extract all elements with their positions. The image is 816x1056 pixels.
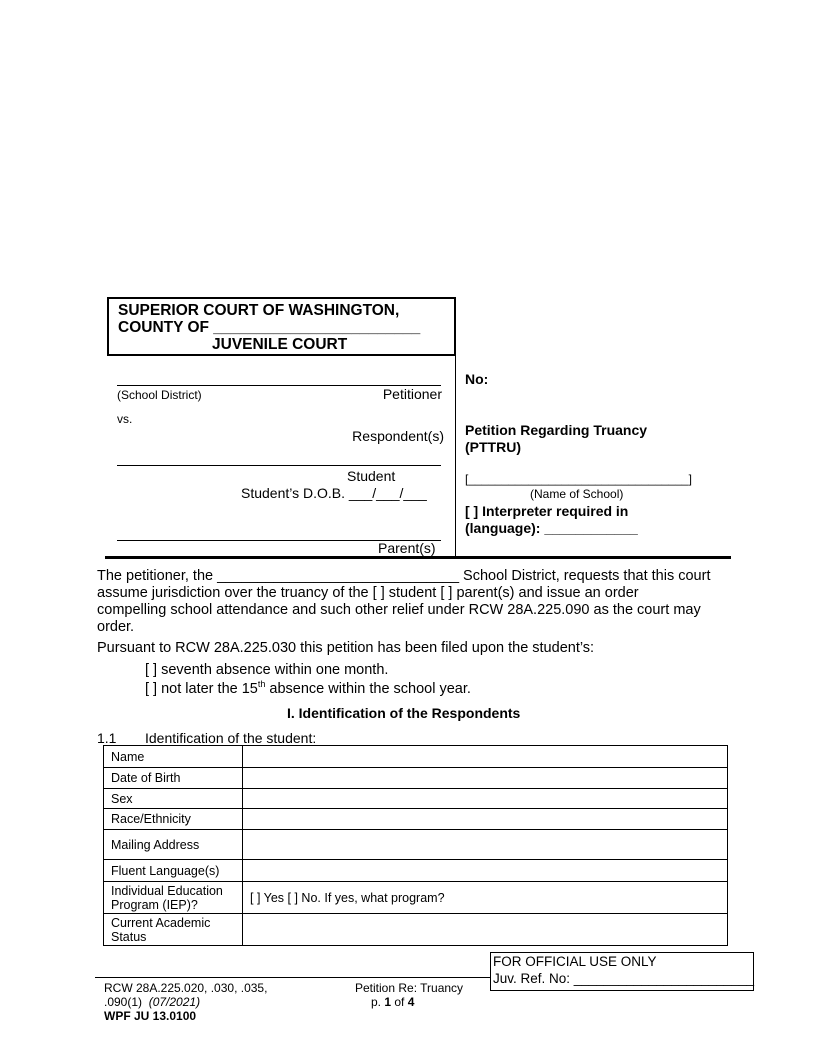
student-label: Student xyxy=(347,468,396,484)
rcw-ref: .090(1) xyxy=(104,995,143,1009)
para2: Pursuant to RCW 28A.225.030 this petition has been filed upon the student’s: xyxy=(97,640,595,656)
school-district-label: (School District) xyxy=(117,388,202,402)
row-label: Name xyxy=(104,746,243,768)
para1-line: compelling school attendance and such other relief under RCW 28A.225.090 as the court may xyxy=(97,602,701,618)
para1-line: order. xyxy=(97,619,135,635)
row-value[interactable] xyxy=(243,860,728,882)
table-row xyxy=(104,914,728,946)
para1-line: The petitioner, the ______________________________ School District, requests that this court xyxy=(97,568,711,584)
current-page: 1 xyxy=(384,995,392,1009)
row-value[interactable] xyxy=(243,768,728,789)
dob-field: Student’s D.O.B. ___/___/___ xyxy=(241,485,427,501)
table-row xyxy=(104,830,728,860)
page-number xyxy=(371,995,414,1009)
footer-title: Petition Re: Truancy xyxy=(355,981,464,995)
item-label: Identification of the student: xyxy=(145,730,317,746)
court-name: SUPERIOR COURT OF WASHINGTON, xyxy=(118,302,400,319)
page-of: of xyxy=(391,995,408,1009)
row-label: Race/Ethnicity xyxy=(104,809,243,830)
option-text: absence within the school year. xyxy=(265,680,471,697)
table-row xyxy=(104,860,728,882)
interpreter-checkbox: [ ] Interpreter required in xyxy=(465,503,629,519)
row-label: Sex xyxy=(104,789,243,809)
school-name-field: [_________________________________] xyxy=(465,472,692,486)
row-value[interactable] xyxy=(243,746,728,768)
page-prefix: p. xyxy=(371,995,385,1009)
table-row xyxy=(104,882,728,914)
school-name-label: (Name of School) xyxy=(530,487,624,501)
footer-rule xyxy=(95,977,490,978)
footer-rcw: RCW 28A.225.020, .030, .035, xyxy=(104,981,268,995)
section-heading: I. Identification of the Respondents xyxy=(287,705,521,721)
parents-label: Parent(s) xyxy=(378,540,436,556)
doc-title: Petition Regarding Truancy xyxy=(465,422,648,438)
row-label: Individual Education Program (IEP)? xyxy=(104,882,243,914)
student-identification-table xyxy=(103,745,728,946)
court-caption-box xyxy=(107,297,456,356)
option-fifteenth-absence xyxy=(145,679,471,697)
ordinal-suffix: th xyxy=(257,679,266,689)
row-value[interactable] xyxy=(243,914,728,946)
petitioner-label: Petitioner xyxy=(382,386,442,402)
caption-bottom-rule xyxy=(105,556,731,559)
form-date: (07/2021) xyxy=(148,995,201,1009)
row-label: Fluent Language(s) xyxy=(104,860,243,882)
county-line: COUNTY OF ________________________ xyxy=(118,319,421,336)
row-value[interactable] xyxy=(243,809,728,830)
student-line xyxy=(117,465,441,466)
row-value[interactable] xyxy=(243,789,728,809)
juvenile-court: JUVENILE COURT xyxy=(212,336,348,353)
interpreter-language: (language): ____________ xyxy=(465,520,638,536)
official-use-box xyxy=(490,952,754,991)
row-value[interactable] xyxy=(243,830,728,860)
table-row xyxy=(104,809,728,830)
juv-ref-field: Juv. Ref. No: ________________________ xyxy=(493,971,754,986)
row-value[interactable]: [ ] Yes [ ] No. If yes, what program? xyxy=(243,882,728,914)
row-label: Current Academic Status xyxy=(104,914,243,946)
form-id: WPF JU 13.0100 xyxy=(104,1009,197,1023)
item-number: 1.1 xyxy=(97,730,117,746)
vs-label: vs. xyxy=(117,412,133,426)
table-row xyxy=(104,789,728,809)
total-pages: 4 xyxy=(407,995,415,1009)
row-label: Mailing Address xyxy=(104,830,243,860)
respondents-label: Respondent(s) xyxy=(352,428,444,444)
footer-rcw-line2 xyxy=(104,995,200,1009)
table-row xyxy=(104,768,728,789)
official-use-label: FOR OFFICIAL USE ONLY xyxy=(493,954,657,969)
option-seventh-absence: [ ] seventh absence within one month. xyxy=(145,662,389,678)
case-number-label: No: xyxy=(465,371,489,387)
table-row xyxy=(104,746,728,768)
row-label: Date of Birth xyxy=(104,768,243,789)
para1-line: assume jurisdiction over the truancy of the [ ] student [ ] parent(s) and issue an order xyxy=(97,585,639,601)
option-text: [ ] not later the 15 xyxy=(145,680,258,697)
doc-code: (PTTRU) xyxy=(465,439,521,455)
caption-divider xyxy=(455,297,456,558)
